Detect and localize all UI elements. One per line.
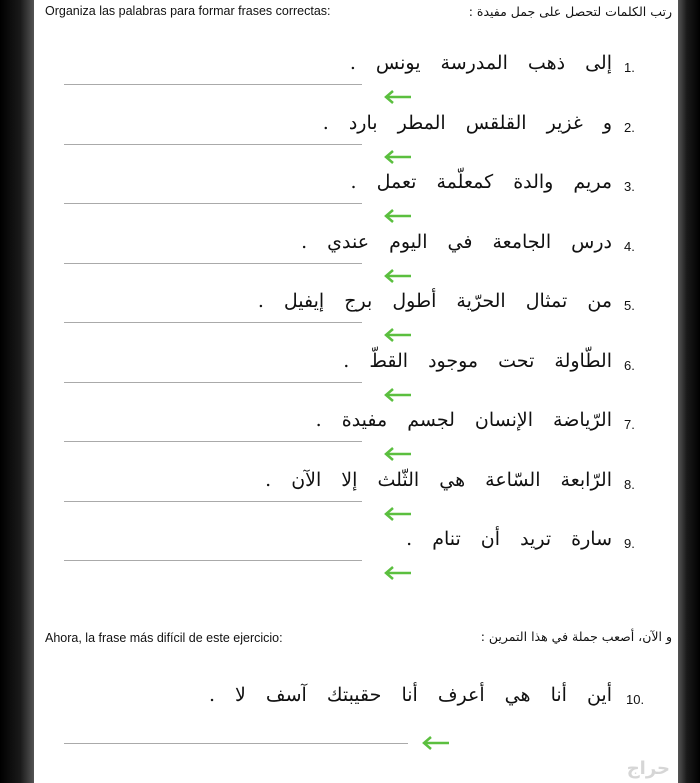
left-arrow-icon <box>384 269 412 283</box>
section2-instruction-arabic: و الآن، أصعب جملة في هذا التمرين : <box>480 629 672 644</box>
answer-line[interactable] <box>64 501 362 502</box>
exercise-item <box>34 524 678 584</box>
scrambled-words: من تمثال الحرّية أطول برج إيفيل . <box>257 290 612 312</box>
section2-instruction-spanish: Ahora, la frase más difícil de este ejercicio: <box>45 631 283 645</box>
exercise-item <box>34 167 678 227</box>
left-arrow-icon <box>384 150 412 164</box>
left-arrow-icon <box>384 328 412 342</box>
item-number: 6. <box>624 357 635 373</box>
right-dark-edge <box>678 0 700 783</box>
left-arrow-icon <box>384 566 412 580</box>
scrambled-words: الرّابعة السّاعة هي الثّلث إلا الآن . <box>265 468 612 491</box>
exercise-item <box>34 108 678 168</box>
scrambled-words: سارة تريد أن تنام . <box>406 528 612 550</box>
answer-line[interactable] <box>64 382 362 383</box>
scrambled-words: الرّياضة الإنسان لجسم مفيدة . <box>315 409 612 431</box>
scrambled-words: درس الجامعة في اليوم عندي . <box>301 230 612 253</box>
scrambled-words: مريم والدة كمعلّمة تعمل . <box>350 171 612 193</box>
answer-line[interactable] <box>64 441 362 442</box>
watermark-logo: حراج <box>626 758 670 779</box>
instruction-spanish: Organiza las palabras para formar frases correctas: <box>45 4 331 18</box>
answer-line[interactable] <box>64 743 408 744</box>
exercise-item <box>34 465 678 525</box>
exercise-item <box>34 286 678 346</box>
exercise-item <box>34 405 678 465</box>
exercise-item <box>34 346 678 406</box>
exercise-item <box>34 227 678 287</box>
left-arrow-icon <box>384 388 412 402</box>
answer-line[interactable] <box>64 560 362 561</box>
left-arrow-icon <box>384 90 412 104</box>
left-dark-edge <box>0 0 34 783</box>
worksheet-page <box>34 0 678 783</box>
item-number: 1. <box>624 60 635 75</box>
scrambled-words: و غزير القلقس المطر بارد . <box>322 111 612 134</box>
item-number: 8. <box>624 476 635 492</box>
left-arrow-icon <box>384 447 412 461</box>
scrambled-words: إلى ذهب المدرسة يونس . <box>349 52 612 74</box>
scrambled-words: أين أنا هي أعرف أنا حقيبتك آسف لا . <box>208 684 612 706</box>
item-number: 3. <box>624 179 635 194</box>
exercise-item-10 <box>34 680 678 760</box>
left-arrow-icon <box>384 507 412 521</box>
answer-line[interactable] <box>64 263 362 264</box>
item-number: 4. <box>624 238 635 254</box>
item-number: 10. <box>626 692 645 707</box>
left-arrow-icon <box>422 736 450 750</box>
item-number: 2. <box>624 119 635 135</box>
item-number: 9. <box>624 536 635 551</box>
left-arrow-icon <box>384 209 412 223</box>
instruction-arabic: رتب الكلمات لتحصل على جمل مفيدة : <box>468 4 672 19</box>
answer-line[interactable] <box>64 203 362 204</box>
item-number: 5. <box>624 298 635 313</box>
answer-line[interactable] <box>64 84 362 85</box>
scrambled-words: الطّاولة تحت موجود القطّ . <box>343 349 612 372</box>
item-number: 7. <box>624 417 635 432</box>
answer-line[interactable] <box>64 144 362 145</box>
answer-line[interactable] <box>64 322 362 323</box>
exercise-item <box>34 48 678 108</box>
